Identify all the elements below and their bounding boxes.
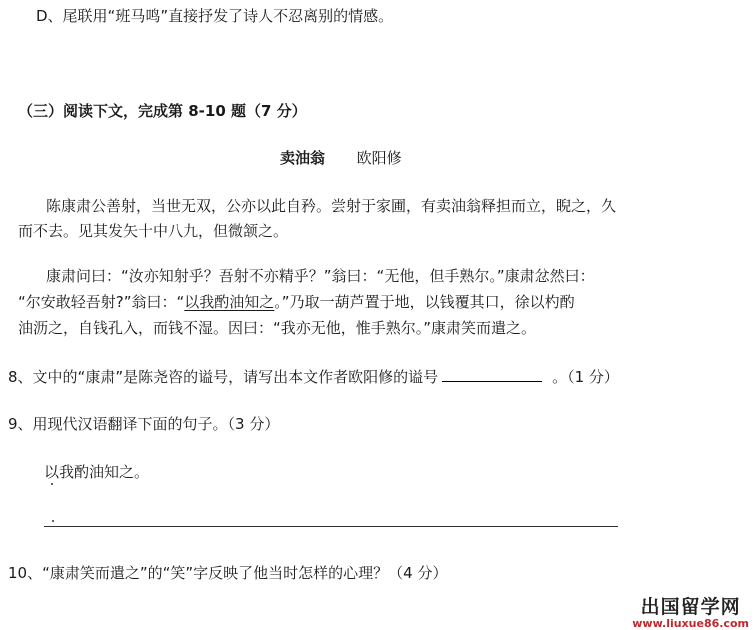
question-8-text: 8、文中的“康肃”是陈尧咨的谥号，请写出本文作者欧阳修的谥号 xyxy=(8,368,439,386)
passage-header xyxy=(280,148,402,168)
section-heading: （三）阅读下文，完成第 8-10 题（7 分） xyxy=(18,102,307,120)
passage-p2-line2-end: 。”乃取一葫芦置于地，以钱覆其口，徐以杓酌 xyxy=(274,293,575,311)
answer-line[interactable] xyxy=(44,526,618,527)
question-8-suffix: 。（1 分） xyxy=(552,368,619,386)
passage-p2-line2-start: “尔安敢轻吾射?”翁曰：“ xyxy=(18,293,185,311)
answer-blank[interactable] xyxy=(442,366,542,382)
passage-p2-line2 xyxy=(18,292,575,312)
passage-p1-line2: 而不去。见其发矢十中八九，但微颔之。 xyxy=(18,222,289,240)
emphasis-dot xyxy=(51,483,53,485)
question-9-sentence: 以我酌油知之。 xyxy=(44,463,150,481)
passage-p1-line1: 陈康肃公善射，当世无双，公亦以此自矜。尝射于家圃，有卖油翁释担而立，睨之，久 xyxy=(46,197,617,215)
underlined-phrase: 以我酌油知之 xyxy=(184,293,275,311)
watermark xyxy=(632,592,749,630)
watermark-url: www.liuxue86.com xyxy=(632,617,749,630)
passage-author: 欧阳修 xyxy=(356,149,402,167)
option-d: D、尾联用“班马鸣”直接抒发了诗人不忍离别的情感。 xyxy=(36,7,394,25)
passage-title: 卖油翁 xyxy=(280,149,326,167)
passage-p2-line3: 油沥之，自钱孔入，而钱不湿。因曰：“我亦无他，惟手熟尔。”康肃笑而遣之。 xyxy=(18,319,537,337)
question-8 xyxy=(8,366,619,387)
watermark-name: 出国留学网 xyxy=(640,596,741,618)
answer-line-dot xyxy=(52,520,54,522)
question-10: 10、“康肃笑而遣之”的“笑”字反映了他当时怎样的心理？（4 分） xyxy=(8,564,448,582)
passage-p2-line1: 康肃问曰：“汝亦知射乎？吾射不亦精乎？”翁曰：“无他，但手熟尔。”康肃忿然曰： xyxy=(46,267,595,285)
question-9: 9、用现代汉语翻译下面的句子。（3 分） xyxy=(8,415,280,433)
